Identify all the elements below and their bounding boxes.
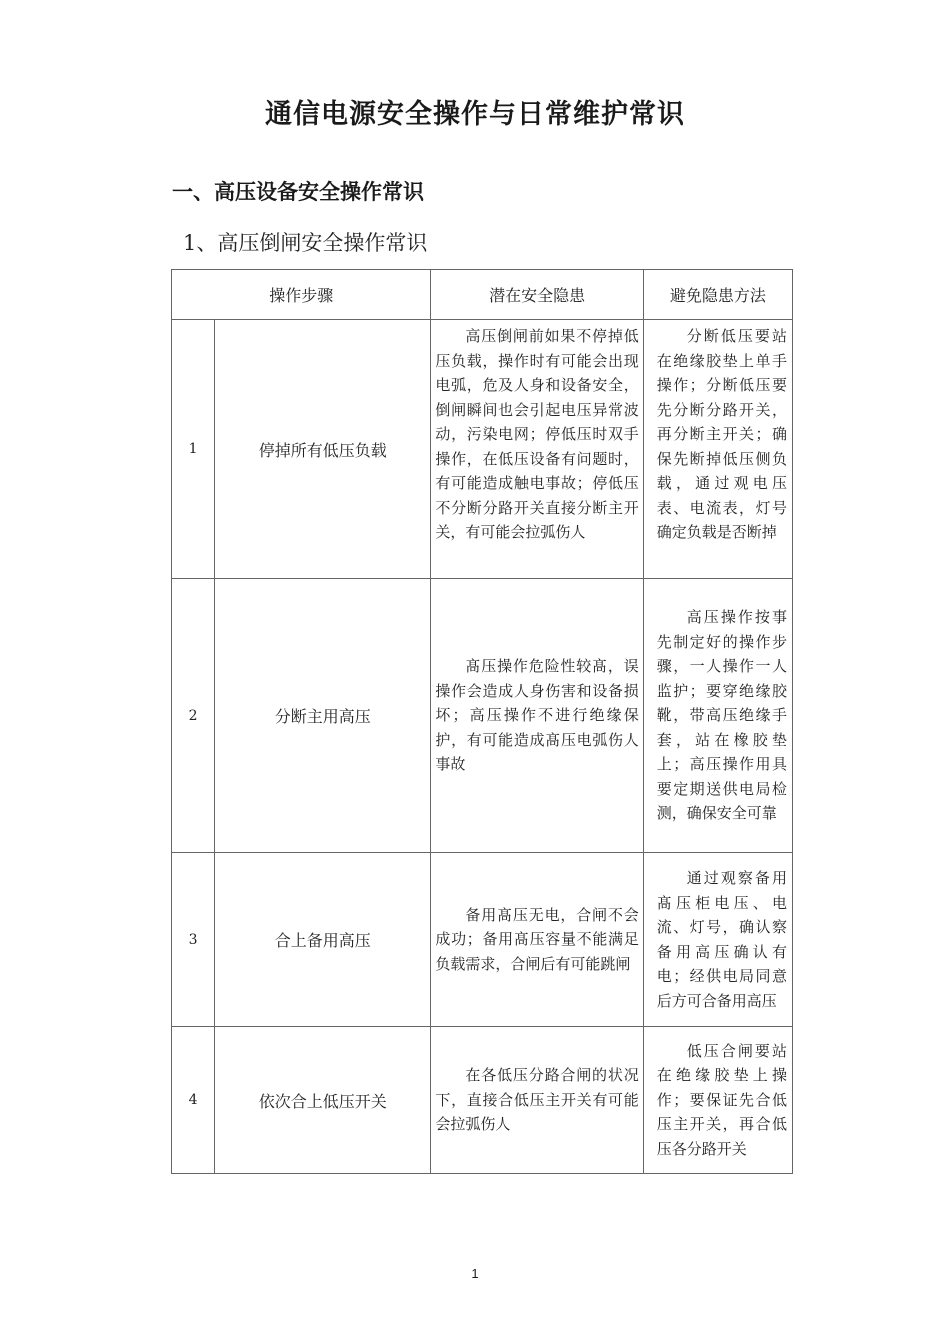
- hazard-text: 在各低压分路合闸的状况下，直接合低压主开关有可能会拉弧伤人: [435, 1066, 639, 1134]
- hazard-cell: [431, 853, 643, 1027]
- operation-step: 合上备用高压: [215, 853, 431, 1027]
- page-number: 1: [471, 1266, 479, 1281]
- header-methods: 避免隐患方法: [643, 270, 792, 320]
- document-title: 通信电源安全操作与日常维护常识: [265, 99, 685, 130]
- row-number: 1: [172, 320, 215, 579]
- method-cell: [643, 320, 792, 579]
- header-hazards: 潜在安全隐患: [431, 270, 643, 320]
- table-row: [172, 1027, 793, 1174]
- method-text: 高压操作按事先制定好的操作步骤，一人操作一人监护；要穿绝缘胶靴，带高压绝缘手套，站在橡胶垫上；高压操作用具要定期送供电局检测，确保安全可靠: [656, 608, 787, 823]
- method-text: 通过观察备用髙压柜电压、电流、灯号，确认察备用高压确认有电；经供电局同意后方可合备用高压: [656, 869, 787, 1010]
- operation-step: 分断主用高压: [215, 579, 431, 853]
- operation-step: 停掉所有低压负载: [215, 320, 431, 579]
- hazard-cell: [431, 579, 643, 853]
- operation-step: 依次合上低压开关: [215, 1027, 431, 1174]
- table-row: [172, 853, 793, 1027]
- method-text: 低压合闸要站在绝缘胶垫上操作；要保证先合低压主开关，再合低压各分路开关: [656, 1041, 787, 1158]
- sub-heading: 1、高压倒闸安全操作常识: [183, 231, 428, 255]
- row-number: 3: [172, 853, 215, 1027]
- row-number: 4: [172, 1027, 215, 1174]
- header-steps: 操作步骤: [172, 270, 431, 320]
- operations-table: [171, 269, 793, 1174]
- hazard-text: 备用髙压无电，合闸不会成功；备用髙压容量不能满足负载需求，合闸后有可能跳闸: [435, 905, 639, 973]
- hazard-text: 髙压操作危险性较髙，误操作会造成人身伤害和设备损坏；高压操作不进行绝缘保护，有可能造成髙压电弧伤人事故: [435, 657, 639, 774]
- row-number: 2: [172, 579, 215, 853]
- method-text: 分断低压要站在绝缘胶垫上单手操作；分断低压要先分断分路开关，再分断主开关；确保先断掉低压侧负载，通过观电压表、电流表，灯号确定负载是否断掉: [656, 327, 787, 541]
- method-cell: [643, 1027, 792, 1174]
- table-row: [172, 579, 793, 853]
- method-cell: [643, 853, 792, 1027]
- hazard-text: 高压倒闸前如果不停掉低压负载，操作时有可能会出现电弧，危及人身和设备安全，倒闸瞬间也会引起电压异常波动，污染电网；停低压时双手操作，在低压设备有问题时，有可能造成触电事故；停低压不分断分路开关直接分断主开关，有可能会拉弧伤人: [435, 327, 639, 541]
- table-header-row: [172, 270, 793, 320]
- table-row: [172, 320, 793, 579]
- hazard-cell: [431, 1027, 643, 1174]
- method-cell: [643, 579, 792, 853]
- section-heading: 一、高压设备安全操作常识: [172, 180, 424, 204]
- hazard-cell: [431, 320, 643, 579]
